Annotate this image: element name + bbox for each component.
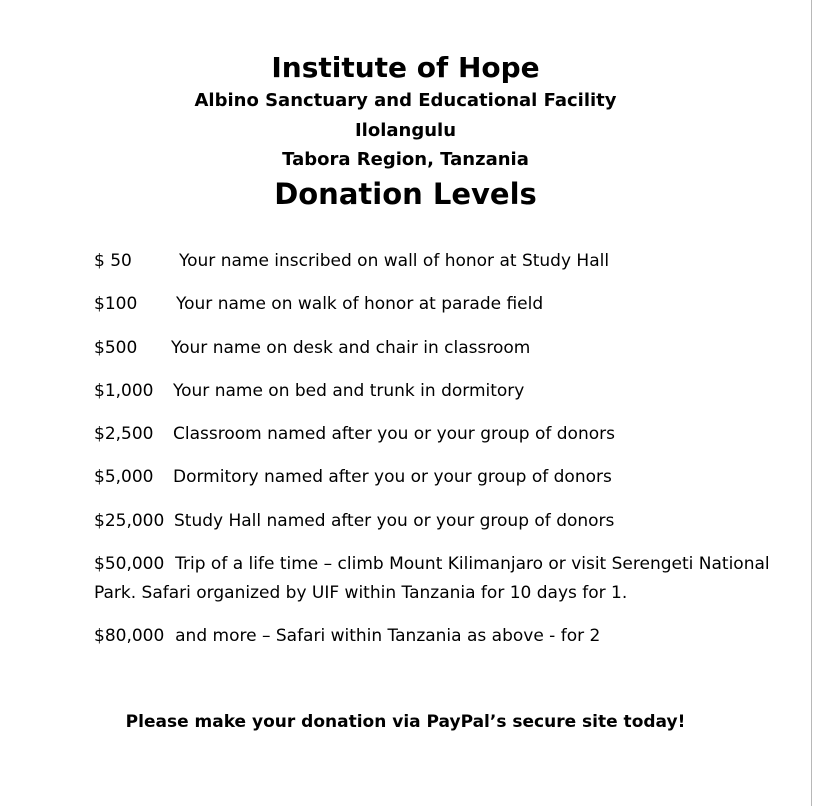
donation-level [94, 622, 794, 651]
donation-amount: $5,000 [94, 467, 154, 488]
donation-description: Your name on bed and trunk in dormitory [173, 380, 525, 401]
donation-description: and more – Safari within Tanzania as above - for 2 [175, 626, 601, 647]
donation-description: Dormitory named after you or your group of donors [173, 467, 612, 488]
location-village: Ilolangulu [354, 119, 457, 141]
donation-description: Your name on walk of honor at parade field [176, 294, 544, 315]
donation-description: Classroom named after you or your group of donors [173, 424, 615, 445]
donation-call-to-action: Please make your donation via PayPal’s secure site today! [125, 712, 686, 732]
institute-title: Institute of Hope [271, 51, 540, 84]
location-region: Tabora Region, Tanzania [282, 149, 529, 170]
donation-amount: $50,000 [94, 554, 165, 575]
donation-description: Your name inscribed on wall of honor at Study Hall [179, 251, 610, 271]
donation-level [94, 334, 794, 363]
donation-amount: $25,000 [94, 510, 165, 531]
document-header [0, 50, 811, 215]
facility-subtitle: Albino Sanctuary and Educational Facility [194, 90, 617, 111]
donation-description: Your name on desk and chair in classroom [171, 337, 531, 358]
donation-level [94, 507, 794, 536]
donation-amount: $100 [94, 294, 138, 315]
donation-amount: $80,000 [94, 626, 165, 647]
donation-amount: $500 [94, 337, 138, 358]
donation-level [94, 290, 794, 319]
donation-amount: $1,000 [94, 380, 154, 401]
donation-level [94, 377, 794, 406]
donation-levels-heading: Donation Levels [274, 176, 537, 211]
page-edge-divider [811, 0, 812, 806]
donation-amount: $ 50 [94, 251, 132, 271]
donation-level [94, 550, 794, 608]
donation-levels-list [94, 247, 794, 666]
donation-level [94, 247, 794, 276]
donation-amount: $2,500 [94, 424, 154, 445]
donation-description: Trip of a life time – climb Mount Kilimanjaro or visit Serengeti National Park. Safari organized by UIF within Tanzania for 10 days for 1. [94, 554, 770, 604]
donation-level [94, 463, 794, 492]
donation-level [94, 420, 794, 449]
donation-description: Study Hall named after you or your group of donors [174, 510, 615, 531]
